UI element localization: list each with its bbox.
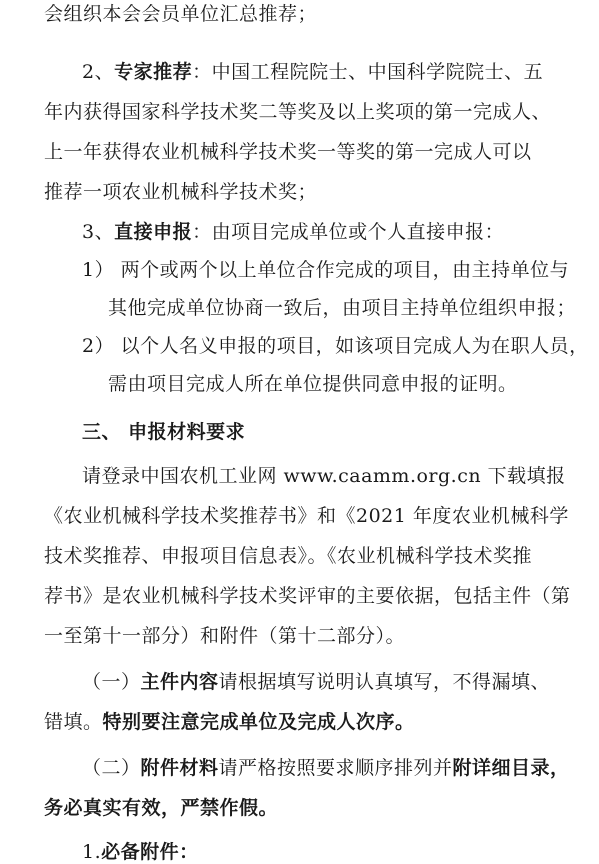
text-line — [44, 180, 317, 204]
text-line — [108, 372, 518, 396]
text-line — [44, 710, 415, 734]
part-1-line — [82, 670, 550, 694]
item-heading-direct-application: 直接申报 — [114, 221, 193, 243]
text-line — [82, 464, 566, 488]
text-span: 请登录中国农机工业网 www.caamm.org.cn 下载填报 — [82, 465, 566, 487]
emphasis-text: 附详细目录， — [452, 757, 570, 779]
part-label: （一） — [82, 671, 141, 693]
text-span: 2） 以个人名义申报的项目，如该项目完成人为在职人员， — [82, 335, 589, 357]
item-number: 3、 — [82, 221, 115, 243]
sub-item-1-line — [82, 258, 569, 282]
part-heading-attachments: 附件材料 — [140, 757, 219, 779]
text-span: 其他完成单位协商一致后，由项目主持单位组织申报； — [108, 297, 577, 319]
sub-item-2-line — [82, 334, 589, 358]
text-line — [44, 2, 317, 26]
text-span: 1） 两个或两个以上单位合作完成的项目，由主持单位与 — [82, 259, 570, 281]
item-3-line — [82, 220, 504, 244]
text-span: 错填。 — [44, 711, 103, 733]
text-span: 荐书》是农业机械科学技术奖评审的主要依据，包括主件（第 — [44, 585, 571, 607]
text-span: 技术奖推荐、申报项目信息表》。《农业机械科学技术奖推 — [44, 545, 533, 567]
text-span: ：由项目完成单位或个人直接申报： — [192, 221, 505, 243]
list-number: 1. — [82, 841, 102, 863]
item-number: 2、 — [82, 61, 115, 83]
emphasis-text: 务必真实有效，严禁作假。 — [44, 797, 279, 819]
part-heading-main-content: 主件内容 — [140, 671, 219, 693]
text-span: 上一年获得农业机械科学技术奖一等奖的第一完成人可以 — [44, 141, 532, 163]
text-span: 请严格按照要求顺序排列并 — [218, 757, 453, 779]
text-span: 年内获得国家科学技术奖二等奖及以上奖项的第一完成人、 — [44, 101, 552, 123]
text-span: 需由项目完成人所在单位提供同意申报的证明。 — [108, 373, 518, 395]
text-line — [108, 296, 576, 320]
text-line — [44, 100, 551, 124]
text-span: 请根据填写说明认真填写，不得漏填、 — [218, 671, 551, 693]
text-line — [44, 584, 571, 608]
text-line — [44, 140, 532, 164]
part-2-line — [82, 756, 570, 780]
required-attachments-line — [82, 840, 199, 864]
text-line — [44, 504, 569, 528]
text-span: 推荐一项农业机械科学技术奖； — [44, 181, 318, 203]
emphasis-text: 特别要注意完成单位及完成人次序。 — [102, 711, 415, 733]
part-label: （二） — [82, 757, 141, 779]
text-span: ：中国工程院院士、中国科学院院士、五 — [192, 61, 544, 83]
section-heading — [82, 420, 245, 444]
text-span: 《农业机械科学技术奖推荐书》和《2021 年度农业机械科学 — [44, 505, 569, 527]
item-heading-expert-recommendation: 专家推荐 — [114, 61, 193, 83]
text-span: 会组织本会会员单位汇总推荐； — [44, 3, 318, 25]
text-line — [44, 544, 532, 568]
text-span: 一至第十一部分）和附件（第十二部分）。 — [44, 625, 406, 647]
item-2-line — [82, 60, 543, 84]
required-attachments-heading: 必备附件： — [101, 841, 199, 863]
text-line — [44, 624, 405, 648]
text-line — [44, 796, 278, 820]
text-span: 三、 申报材料要求 — [82, 421, 246, 443]
